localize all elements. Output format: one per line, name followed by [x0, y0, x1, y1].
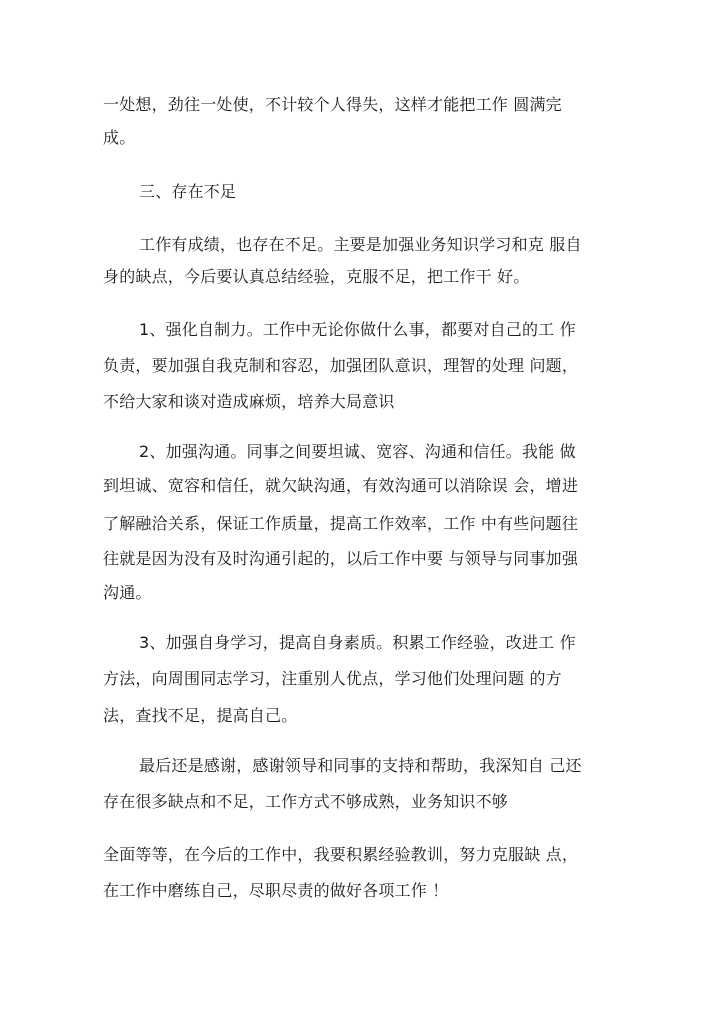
paragraph-line: 往就是因为没有及时沟通引起的，以后工作中要 与领导与同事加强 — [103, 549, 579, 568]
paragraph-line: 到坦诚、宽容和信任，就欠缺沟通，有效沟通可以消除误 会，增进 — [103, 476, 579, 495]
paragraph-line: 全面等等，在今后的工作中，我要积累经验教训，努力克服缺 点， — [103, 845, 579, 864]
paragraph-line: 存在很多缺点和不足，工作方式不够成熟，业务知识不够 — [103, 792, 509, 811]
paragraph-line: 在工作中磨练自己，尽职尽责的做好各项工作 ！ — [103, 881, 449, 900]
paragraph-line: 负责，要加强自我克制和容忍，加强团队意识，理智的处理 问题， — [103, 356, 579, 375]
paragraph-line: 一处想，劲往一处使，不计较个人得失，这样才能把工作 圆满完 — [103, 95, 562, 114]
paragraph-line: 方法，向周围同志学习，注重别人优点，学习他们处理问题 的方 — [103, 669, 562, 688]
paragraph-line: 工作有成绩，也存在不足。主要是加强业务知识学习和克 服自 — [139, 235, 582, 254]
paragraph-line: 最后还是感谢，感谢领导和同事的支持和帮助，我深知自 己还 — [139, 756, 582, 775]
paragraph-line: 沟通。 — [103, 583, 152, 602]
paragraph-line: 3、加强自身学习，提高自身素质。积累工作经验，改进工 作 — [139, 633, 576, 652]
paragraph-line: 身的缺点，今后要认真总结经验，克服不足，把工作干 好。 — [103, 267, 530, 286]
section-heading: 三、存在不足 — [139, 182, 237, 201]
paragraph-line: 不给大家和谈对造成麻烦，培养大局意识 — [103, 392, 395, 411]
paragraph-line: 法，查找不足，提高自己。 — [103, 706, 298, 725]
paragraph-line: 成。 — [103, 128, 136, 147]
paragraph-line: 2、加强沟通。同事之间要坦诚、宽容、沟通和信任。我能 做 — [139, 442, 576, 461]
paragraph-line: 1、强化自制力。工作中无论你做什么事，都要对自己的工 作 — [139, 320, 576, 339]
paragraph-line: 了解融洽关系，保证工作质量，提高工作效率，工作 中有些问题往 — [103, 514, 579, 533]
